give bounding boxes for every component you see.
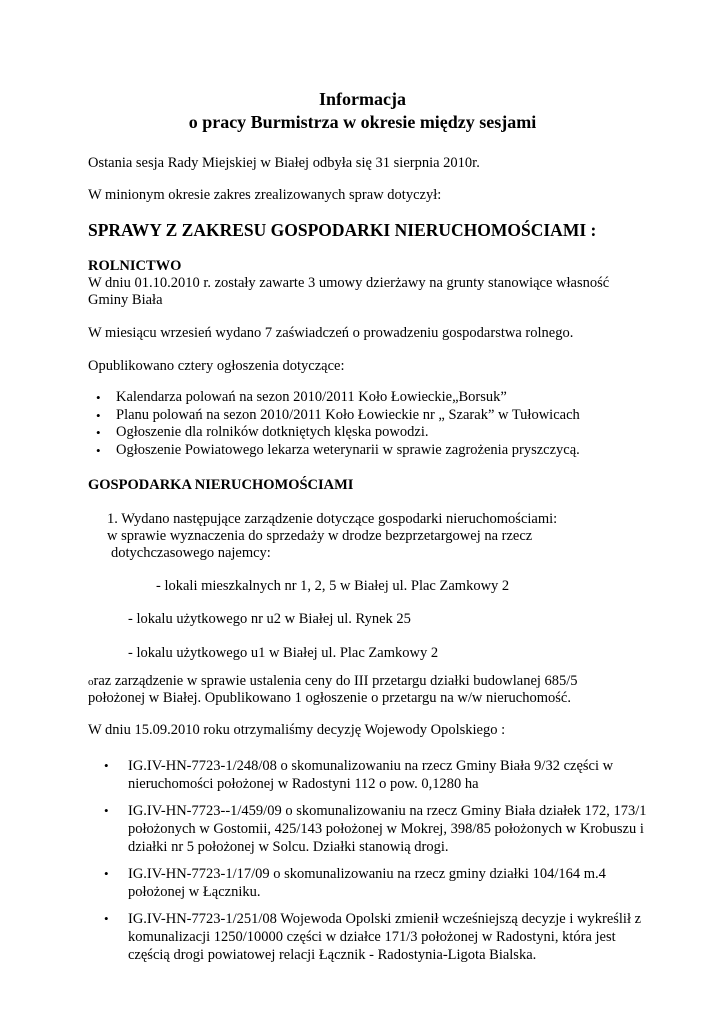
bullet-icon: • <box>96 425 101 440</box>
list-item: • IG.IV-HN-7723-1/17/09 o skomunalizowaniu na rzecz gminy działki 104/164 m.4 położonej w Łączniku. <box>104 866 606 900</box>
bullet-icon: • <box>104 758 109 773</box>
list-item: • IG.IV-HN-7723-1/251/08 Wojewoda Opolski zmienił wcześniejszą decyzje i wykreślił z komunalizacji 1250/10000 części w działce 171/3 położonej w Radostyni, która jest częścią drogi powiatowej relacji Łącznik - Radostynia-Ligota Bialska. <box>104 911 642 963</box>
list-item: • IG.IV-HN-7723-1/248/08 o skomunalizowaniu na rzecz Gminy Biała 9/32 części w nieruchomości położonej w Radostyni 112 o pow. 0,1280 ha <box>104 758 614 792</box>
rolnictwo-heading: ROLNICTWO <box>88 258 182 274</box>
gospodarka-item-1-line-2: w sprawie wyznaczenia do sprzedaży w drodze bezprzetargowej na rzecz <box>107 528 533 544</box>
lokal-line-2: - lokalu użytkowego nr u2 w Białej ul. Rynek 25 <box>128 611 411 627</box>
announcement-list <box>88 389 648 459</box>
list-item: • IG.IV-HN-7723--1/459/09 o skomunalizowaniu na rzecz Gminy Biała działek 172, 173/1 położonych w Gostomii, 425/143 położonej w Mokrej, 398/85 położonych w Krobuszu i działki nr 5 położonej w Solcu. Działki stanowią drogi. <box>104 803 647 855</box>
rolnictwo-paragraph-2: W miesiącu wrzesień wydano 7 zaświadczeń o prowadzeniu gospodarstwa rolnego. <box>88 325 574 341</box>
oraz-paragraph-line-2: położonej w Białej. Opublikowano 1 ogłoszenie o przetargu na w/w nieruchomość. <box>88 690 571 706</box>
list-item: • Kalendarza polowań na sezon 2010/2011 Koło Łowieckie„Borsuk” <box>96 389 507 405</box>
bullet-icon: • <box>96 442 101 458</box>
bullet-icon: • <box>96 407 101 423</box>
document-subtitle: o pracy Burmistrza w okresie między sesjami <box>188 112 537 132</box>
rolnictwo-line-2: Gminy Biała <box>88 292 163 308</box>
list-item: • Ogłoszenie Powiatowego lekarza weterynarii w sprawie zagrożenia pryszczycą. <box>96 441 580 458</box>
lokal-line-1: - lokali mieszkalnych nr 1, 2, 5 w Białej ul. Plac Zamkowy 2 <box>156 578 510 594</box>
rolnictwo-line-1: W dniu 01.10.2010 r. zostały zawarte 3 umowy dzierżawy na grunty stanowiące własność <box>88 275 610 291</box>
rolnictwo-paragraph-3: Opublikowano cztery ogłoszenia dotyczące: <box>88 358 345 374</box>
decision-list <box>88 757 648 964</box>
section-heading: SPRAWY Z ZAKRESU GOSPODARKI NIERUCHOMOŚCIAMI : <box>88 220 597 240</box>
gospodarka-item-1-line-3: dotychczasowego najemcy: <box>111 545 271 561</box>
bullet-icon: • <box>104 803 109 818</box>
document-title: Informacja <box>319 89 406 109</box>
lokal-line-3: - lokalu użytkowego u1 w Białej ul. Plac Zamkowy 2 <box>128 645 439 661</box>
intro-paragraph-2: W minionym okresie zakres zrealizowanych spraw dotyczył: <box>88 187 442 203</box>
bullet-icon: • <box>104 866 109 881</box>
bullet-icon: • <box>96 390 101 405</box>
oraz-paragraph-line-1: oraz zarządzenie w sprawie ustalenia ceny do III przetargu działki budowlanej 685/5 <box>88 673 578 689</box>
gospodarka-heading: GOSPODARKA NIERUCHOMOŚCIAMI <box>88 477 354 493</box>
intro-paragraph-1: Ostania sesja Rady Miejskiej w Białej odbyła się 31 sierpnia 2010r. <box>88 155 480 171</box>
list-item: • Planu polowań na sezon 2010/2011 Koło Łowieckie nr „ Szarak” w Tułowicach <box>96 406 580 423</box>
gospodarka-item-1-line-1: 1. Wydano następujące zarządzenie dotyczące gospodarki nieruchomościami: <box>107 511 558 527</box>
bullet-icon: • <box>104 911 109 926</box>
decision-intro: W dniu 15.09.2010 roku otrzymaliśmy decyzję Wojewody Opolskiego : <box>88 722 506 738</box>
list-item: • Ogłoszenie dla rolników dotkniętych klęska powodzi. <box>96 424 429 440</box>
